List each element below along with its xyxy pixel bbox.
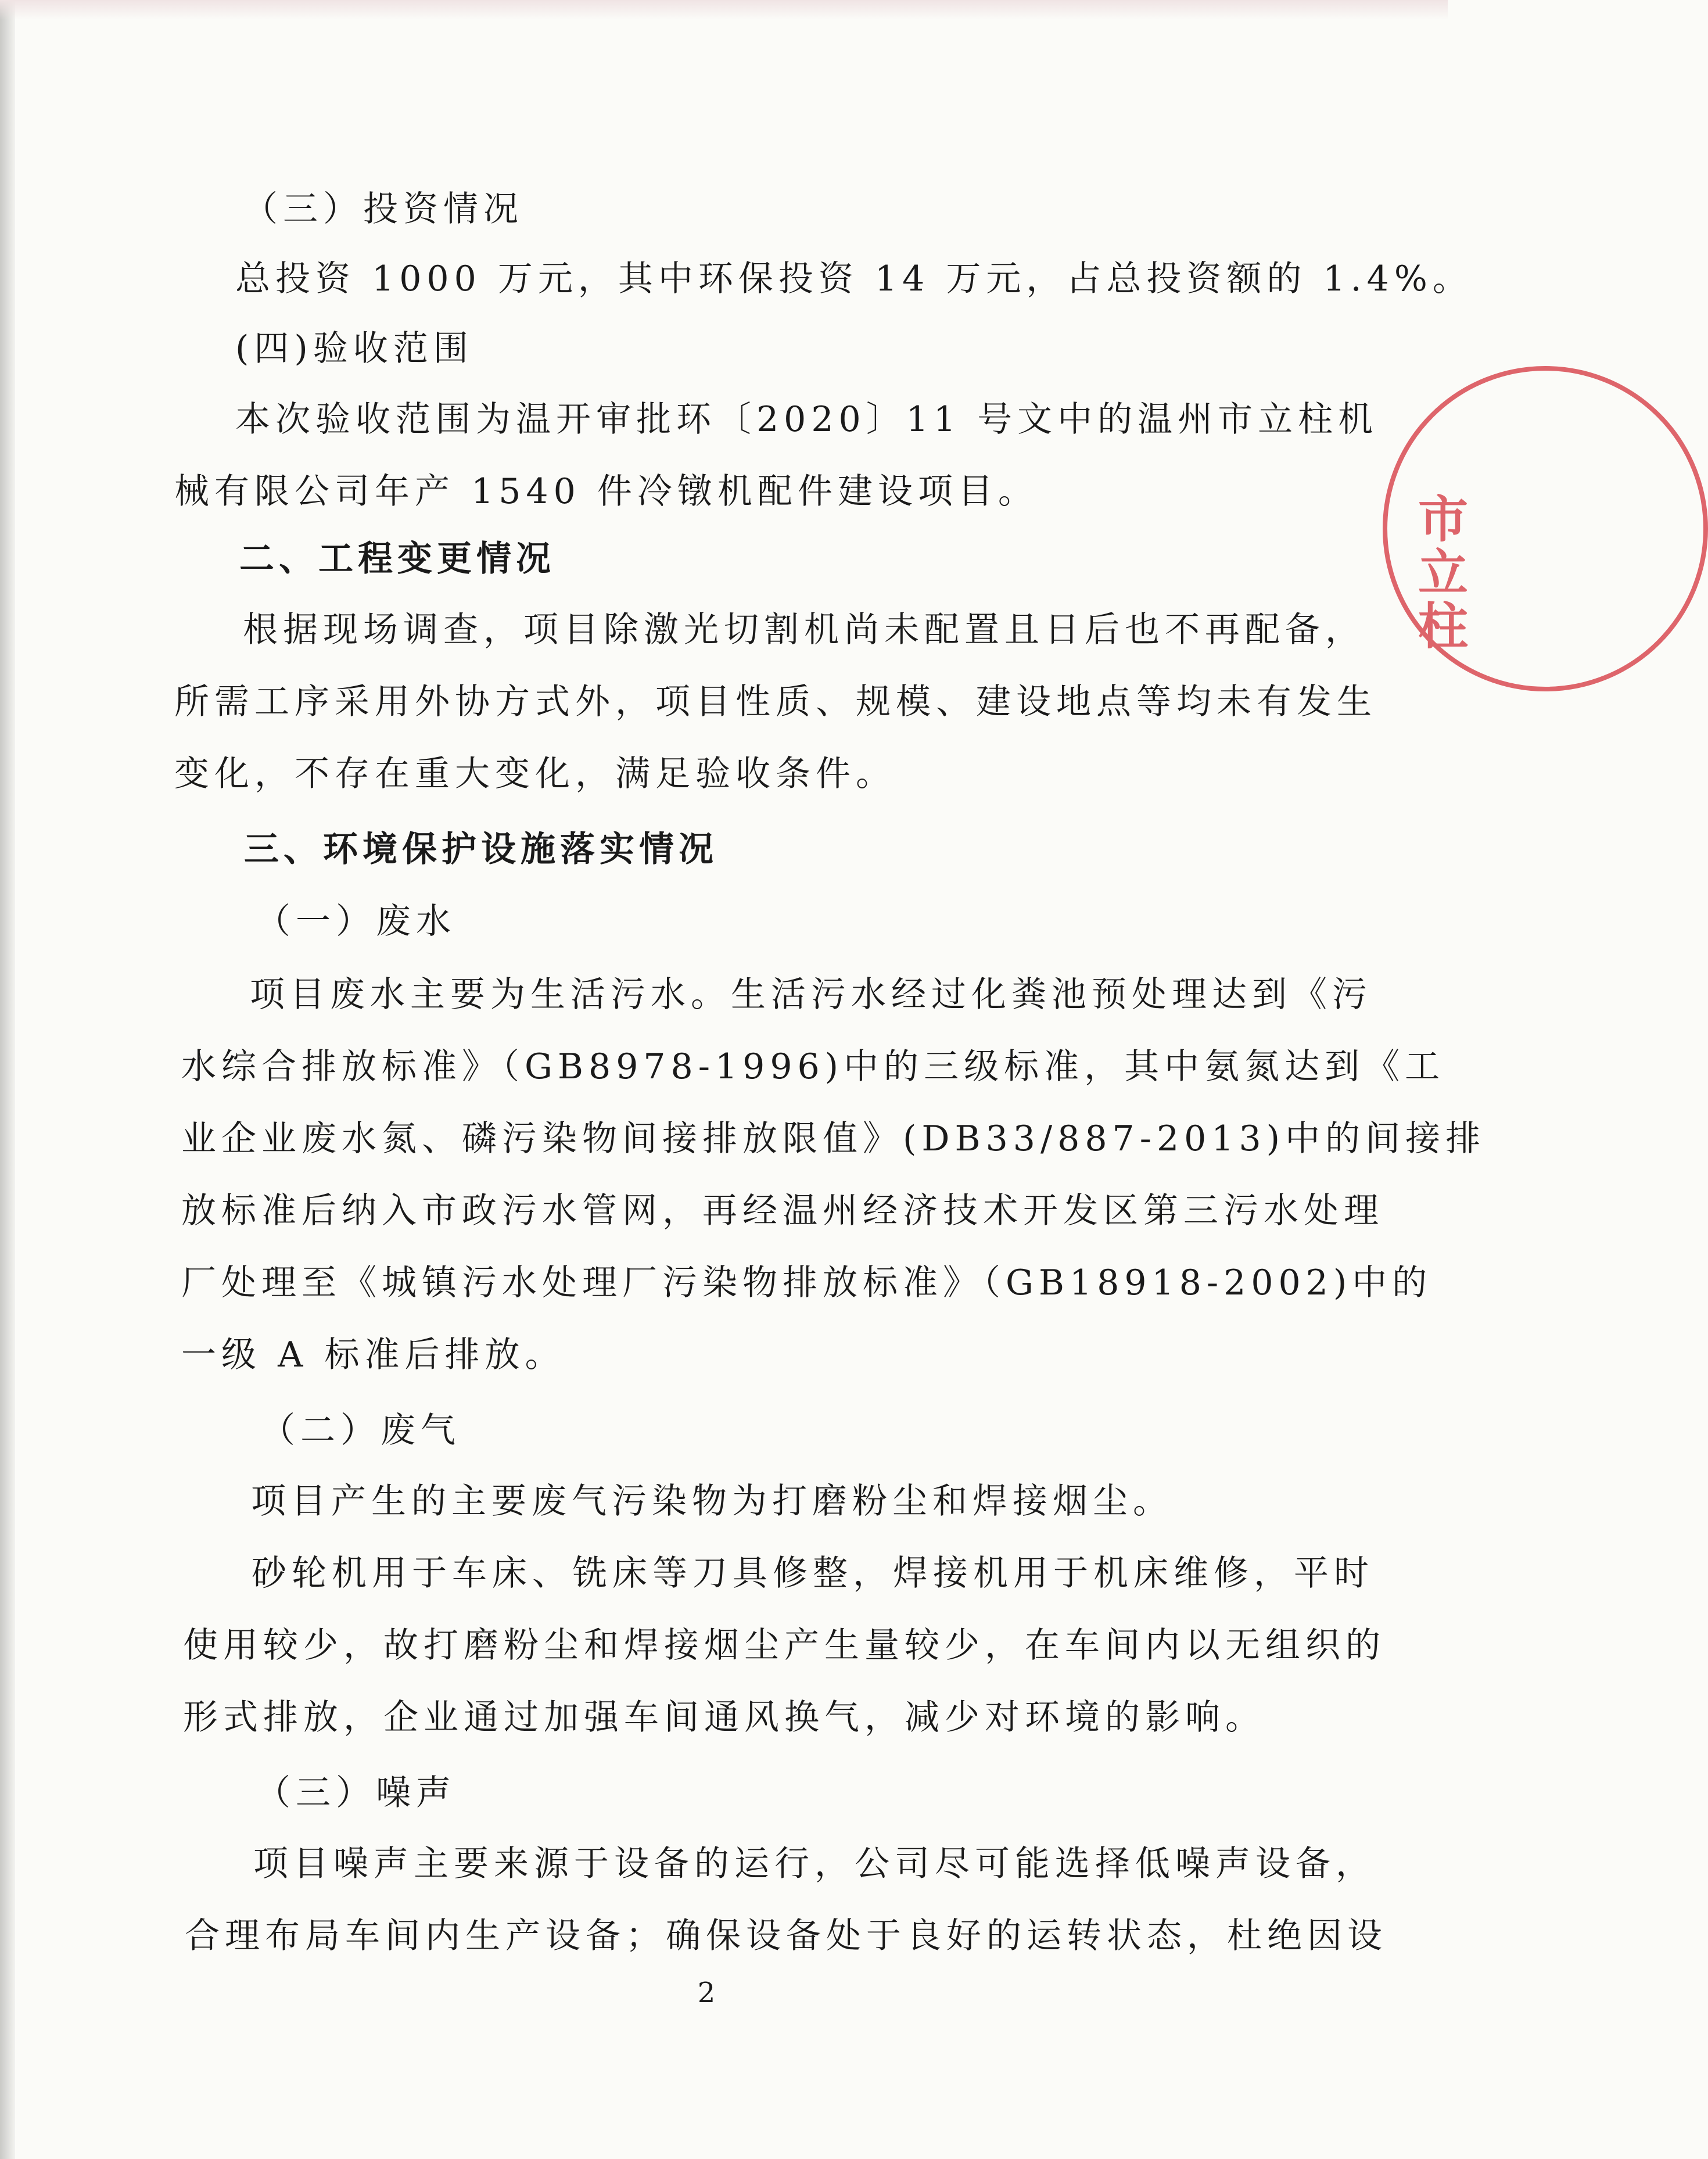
text-line: 三、环境保护设施落实情况 <box>244 829 718 870</box>
paragraph <box>256 1757 1313 1829</box>
text-line: 业企业废水氮、磷污染物间接排放限值》(DB33/887-2013)中的间接排 <box>181 1118 1486 1159</box>
text-line: 变化，不存在重大变化，满足验收条件。 <box>174 754 896 794</box>
section-heading <box>239 523 1297 595</box>
text-line: 厂处理至《城镇污水处理厂污染物排放标准》（GB18918-2002)中的 <box>181 1263 1433 1303</box>
text-line: 本次验收范围为温开审批环〔2020〕11 号文中的温州市立柱机 <box>235 399 1379 440</box>
paragraph <box>256 885 1313 957</box>
section-heading <box>244 813 1301 885</box>
scan-left-edge <box>0 0 15 2159</box>
text-line: （三）噪声 <box>256 1773 456 1813</box>
paragraph <box>251 1465 1308 1537</box>
text-line: （一）废水 <box>256 901 456 942</box>
text-line: 项目噪声主要来源于设备的运行，公司尽可能选择低噪声设备， <box>253 1844 1376 1884</box>
text-line: 械有限公司年产 1540 件冷镦机配件建设项目。 <box>174 471 1038 512</box>
text-line: 放标准后纳入市政污水管网，再经温州经济技术开发区第三污水处理 <box>181 1190 1384 1231</box>
text-line: 砂轮机用于车床、铣床等刀具修整，焊接机用于机床维修，平时 <box>252 1553 1374 1594</box>
text-line: 项目废水主要为生活污水。生活污水经过化粪池预处理达到《污 <box>250 974 1372 1015</box>
paragraph <box>260 1394 1318 1466</box>
text-line: (四)验收范围 <box>235 328 473 369</box>
text-line: （二）废气 <box>260 1410 461 1451</box>
text-line: 合理布局车间内生产设备；确保设备处于良好的运转状态，杜绝因设 <box>185 1916 1387 1956</box>
paragraph <box>235 313 1293 385</box>
page-number: 2 <box>697 1977 716 2009</box>
text-line: 二、工程变更情况 <box>239 539 555 579</box>
paragraph <box>183 1537 1386 1753</box>
text-line: 水综合排放标准》（GB8978-1996)中的三级标准，其中氨氮达到《工 <box>181 1046 1445 1087</box>
text-line: 根据现场调查，项目除激光切割机尚未配置且日后也不再配备， <box>243 609 1365 650</box>
text-line: 总投资 1000 万元，其中环保投资 14 万元，占总投资额的 1.4%。 <box>235 259 1473 299</box>
text-line: 一级 A 标准后排放。 <box>181 1335 565 1375</box>
text-line: 使用较少，故打磨粉尘和焊接烟尘产生量较少，在车间内以无组织的 <box>183 1625 1386 1666</box>
paragraph <box>185 1828 1387 1972</box>
paragraph <box>174 594 1377 810</box>
text-line: （三）投资情况 <box>243 189 523 229</box>
stamp-text: 市立柱 <box>1409 493 1467 653</box>
paragraph <box>181 959 1486 1391</box>
text-line: 形式排放，企业通过加强车间通风换气，减少对环境的影响。 <box>183 1697 1265 1738</box>
company-seal-stamp <box>1383 366 1708 691</box>
paragraph <box>243 173 1300 245</box>
scan-top-edge <box>0 0 1448 20</box>
paragraph <box>235 243 1473 315</box>
text-line: 所需工序采用外协方式外，项目性质、规模、建设地点等均未有发生 <box>174 682 1377 722</box>
paragraph <box>174 383 1379 528</box>
text-line: 项目产生的主要废气污染物为打磨粉尘和焊接烟尘。 <box>251 1481 1173 1522</box>
